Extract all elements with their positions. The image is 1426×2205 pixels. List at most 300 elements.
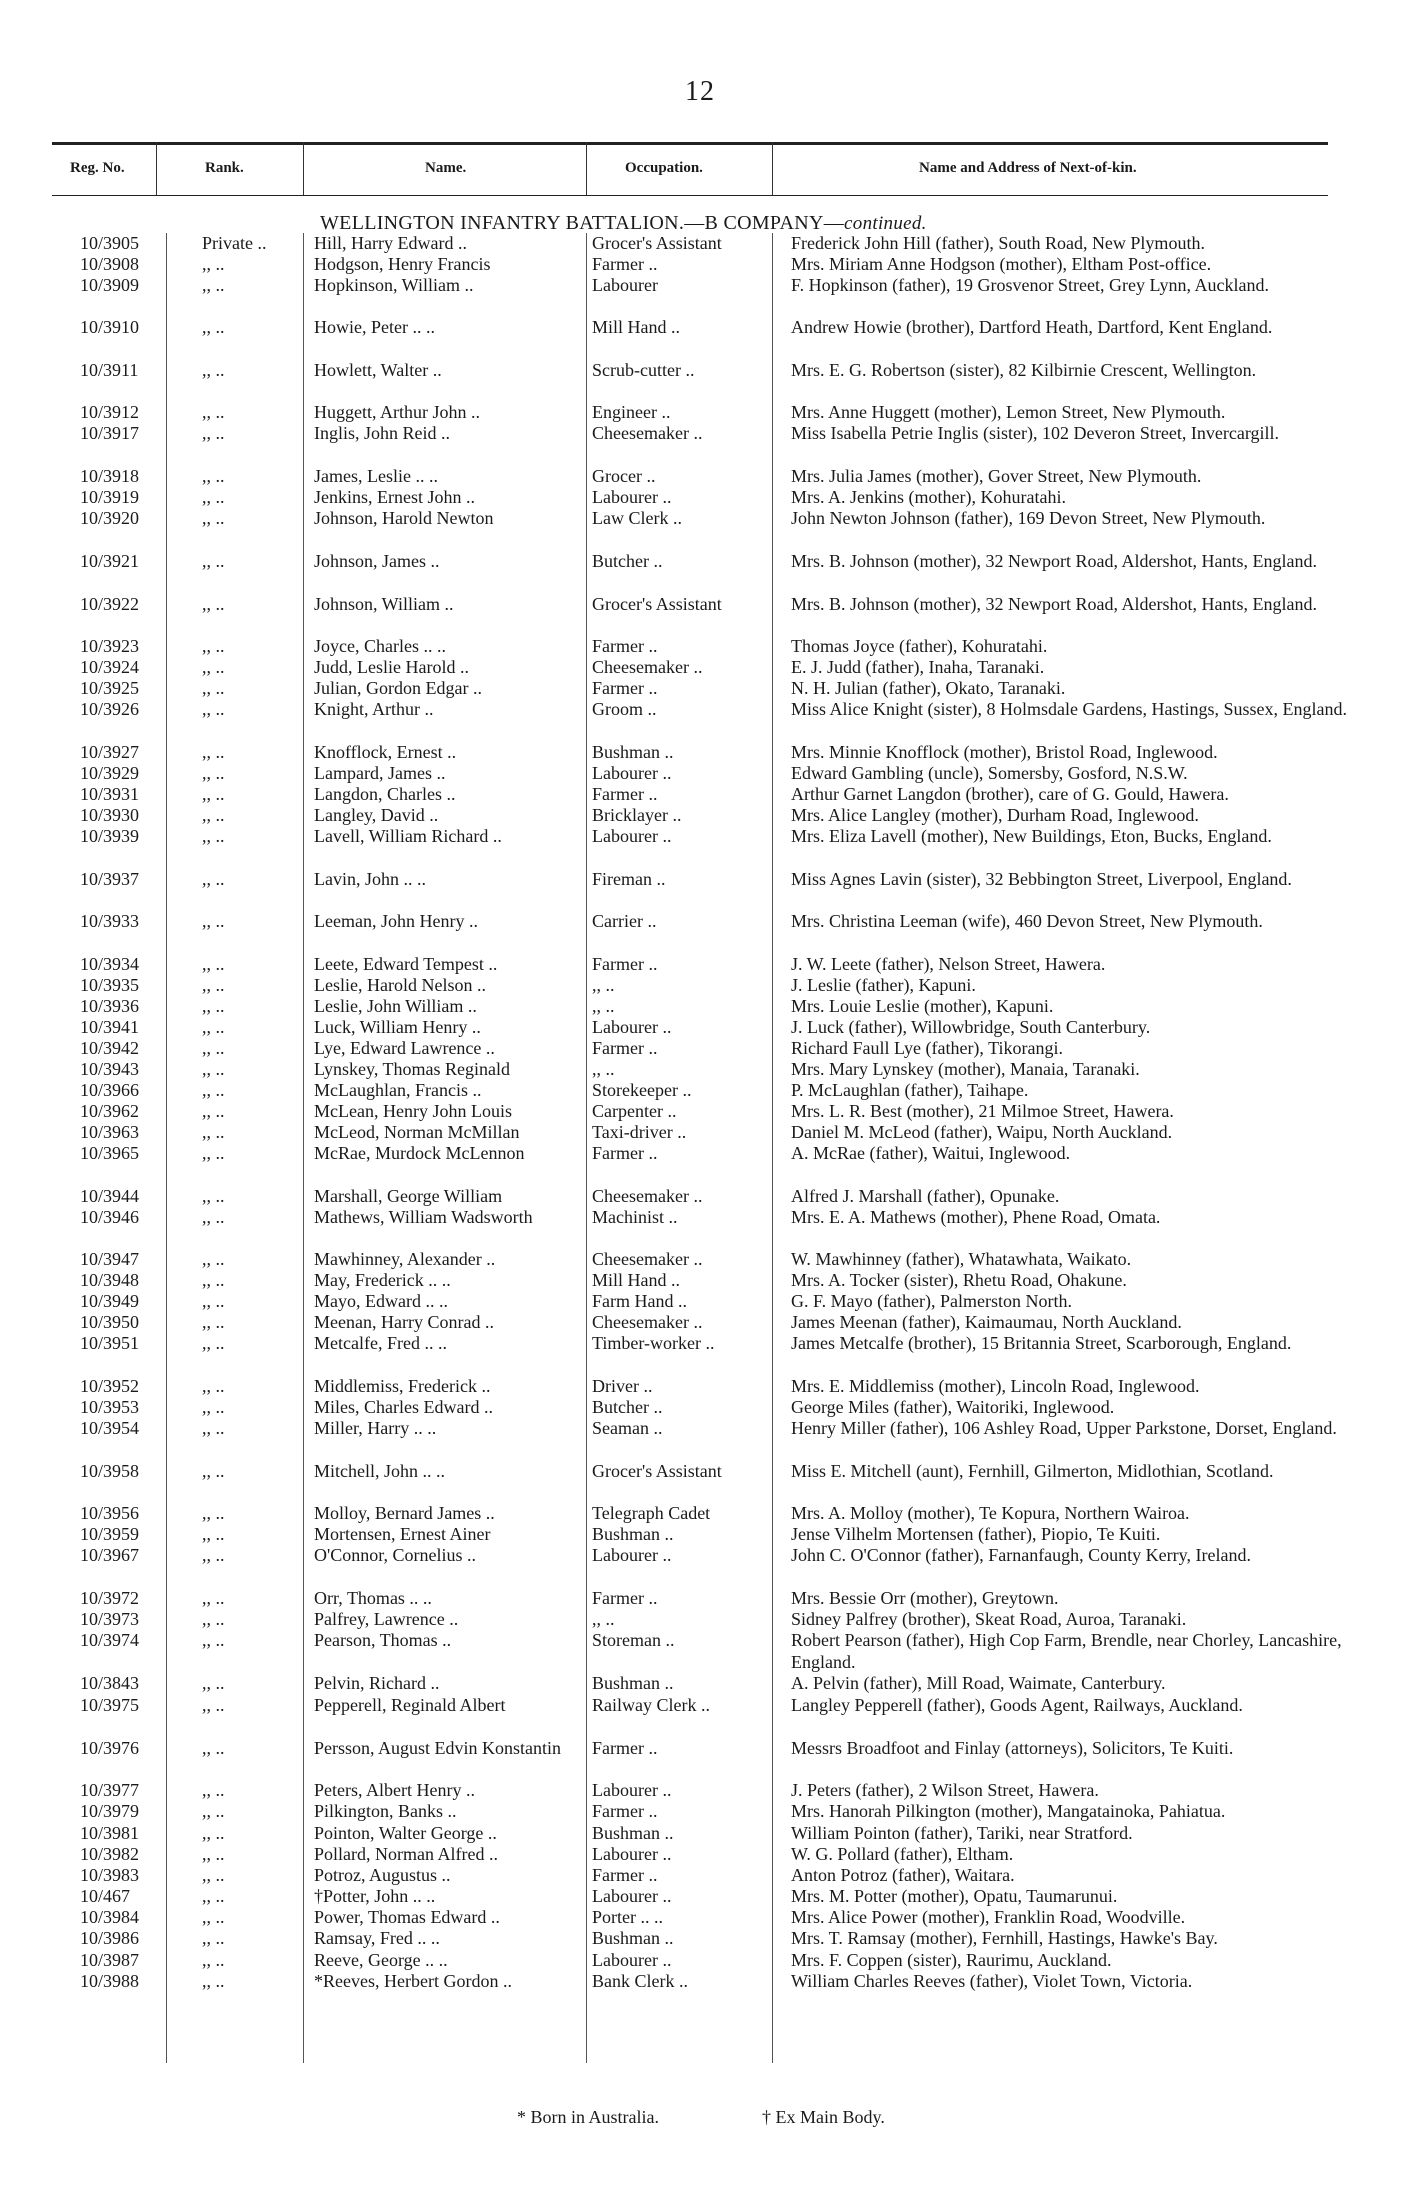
rank-cell: ,, .. <box>202 508 225 528</box>
header-occupation: Occupation. <box>625 160 703 176</box>
occupation-cell: Seaman .. <box>592 1418 663 1438</box>
name-cell: Johnson, James .. <box>314 551 440 571</box>
name-cell: May, Frederick .. .. <box>314 1270 451 1290</box>
next-of-kin-cell: Edward Gambling (uncle), Somersby, Gosford, N.S.W. <box>791 763 1188 783</box>
header-rank: Rank. <box>205 160 244 176</box>
header-name: Name. <box>425 160 467 176</box>
next-of-kin-cell: Miss Isabella Petrie Inglis (sister), 102 Deveron Street, Invercargill. <box>791 423 1280 443</box>
name-cell: Leslie, Harold Nelson .. <box>314 975 486 995</box>
reg-no-cell: 10/3935 <box>80 975 140 995</box>
rank-cell: ,, .. <box>202 1059 225 1079</box>
occupation-cell: Bushman .. <box>592 1524 674 1544</box>
occupation-cell: Farmer .. <box>592 1801 658 1821</box>
reg-no-cell: 10/3946 <box>80 1207 140 1227</box>
name-cell: Meenan, Harry Conrad .. <box>314 1312 494 1332</box>
occupation-cell: Machinist .. <box>592 1207 678 1227</box>
occupation-cell: Farmer .. <box>592 678 658 698</box>
occupation-cell: Cheesemaker .. <box>592 423 703 443</box>
reg-no-cell: 10/3931 <box>80 784 140 804</box>
rank-cell: ,, .. <box>202 1291 225 1311</box>
name-cell: Jenkins, Ernest John .. <box>314 487 475 507</box>
name-cell: James, Leslie .. .. <box>314 466 438 486</box>
reg-no-cell: 10/3943 <box>80 1059 140 1079</box>
occupation-cell: Farmer .. <box>592 254 658 274</box>
reg-no-cell: 10/3950 <box>80 1312 140 1332</box>
next-of-kin-cell: Mrs. E. Middlemiss (mother), Lincoln Road, Inglewood. <box>791 1376 1200 1396</box>
name-cell: Mathews, William Wadsworth <box>314 1207 533 1227</box>
rank-cell: ,, .. <box>202 1186 225 1206</box>
reg-no-cell: 10/3926 <box>80 699 140 719</box>
occupation-cell: Bushman .. <box>592 1823 674 1843</box>
name-cell: Mayo, Edward .. .. <box>314 1291 448 1311</box>
next-of-kin-cell: J. Leslie (father), Kapuni. <box>791 975 976 995</box>
rank-cell: ,, .. <box>202 636 225 656</box>
next-of-kin-cell: Mrs. E. G. Robertson (sister), 82 Kilbirnie Crescent, Wellington. <box>791 360 1257 380</box>
next-of-kin-cell: Richard Faull Lye (father), Tikorangi. <box>791 1038 1063 1058</box>
occupation-cell: Scrub-cutter .. <box>592 360 695 380</box>
rank-cell: ,, .. <box>202 423 225 443</box>
next-of-kin-cell: Sidney Palfrey (brother), Skeat Road, Auroa, Taranaki. <box>791 1609 1187 1629</box>
reg-no-cell: 10/3934 <box>80 954 140 974</box>
reg-no-cell: 10/3987 <box>80 1950 140 1970</box>
reg-no-cell: 10/3982 <box>80 1844 140 1864</box>
reg-no-cell: 10/3944 <box>80 1186 140 1206</box>
rank-cell: ,, .. <box>202 360 225 380</box>
next-of-kin-cell: N. H. Julian (father), Okato, Taranaki. <box>791 678 1066 698</box>
rank-cell: ,, .. <box>202 594 225 614</box>
occupation-cell: Farmer .. <box>592 784 658 804</box>
rank-cell: ,, .. <box>202 1886 225 1906</box>
reg-no-cell: 10/3927 <box>80 742 140 762</box>
next-of-kin-cell: F. Hopkinson (father), 19 Grosvenor Street, Grey Lynn, Auckland. <box>791 275 1269 295</box>
name-cell: Howie, Peter .. .. <box>314 317 435 337</box>
occupation-cell: Labourer .. <box>592 487 672 507</box>
reg-no-cell: 10/3919 <box>80 487 140 507</box>
next-of-kin-cell: William Pointon (father), Tariki, near Stratford. <box>791 1823 1133 1843</box>
next-of-kin-cell: Mrs. Eliza Lavell (mother), New Buildings, Eton, Bucks, England. <box>791 826 1272 846</box>
next-of-kin-cell: Mrs. Louie Leslie (mother), Kapuni. <box>791 996 1054 1016</box>
name-cell: Ramsay, Fred .. .. <box>314 1928 440 1948</box>
name-cell: Molloy, Bernard James .. <box>314 1503 495 1523</box>
name-cell: McLeod, Norman McMillan <box>314 1122 520 1142</box>
reg-no-cell: 10/3909 <box>80 275 140 295</box>
occupation-cell: Butcher .. <box>592 1397 663 1417</box>
name-cell: Hodgson, Henry Francis <box>314 254 491 274</box>
name-cell: O'Connor, Cornelius .. <box>314 1545 477 1565</box>
next-of-kin-cell: Robert Pearson (father), High Cop Farm, Brendle, near Chorley, Lancashire, England. <box>791 1630 1342 1672</box>
rank-cell: ,, .. <box>202 551 225 571</box>
reg-no-cell: 10/3984 <box>80 1907 140 1927</box>
reg-no-cell: 10/3947 <box>80 1249 140 1269</box>
name-cell: Pelvin, Richard .. <box>314 1673 440 1693</box>
occupation-cell: Farmer .. <box>592 1143 658 1163</box>
occupation-cell: Bank Clerk .. <box>592 1971 688 1991</box>
occupation-cell: Butcher .. <box>592 551 663 571</box>
name-cell: Lampard, James .. <box>314 763 446 783</box>
reg-no-cell: 10/3905 <box>80 233 140 253</box>
reg-no-cell: 10/3963 <box>80 1122 140 1142</box>
next-of-kin-cell: Daniel M. McLeod (father), Waipu, North Auckland. <box>791 1122 1173 1142</box>
reg-no-cell: 10/3962 <box>80 1101 140 1121</box>
name-cell: Pilkington, Banks .. <box>314 1801 457 1821</box>
name-cell: McLean, Henry John Louis <box>314 1101 512 1121</box>
rank-cell: ,, .. <box>202 699 225 719</box>
occupation-cell: Storeman .. <box>592 1630 675 1650</box>
name-cell: Hopkinson, William .. <box>314 275 474 295</box>
name-cell: Lavin, John .. .. <box>314 869 426 889</box>
name-cell: Potroz, Augustus .. <box>314 1865 451 1885</box>
rank-cell: ,, .. <box>202 996 225 1016</box>
name-cell: McLaughlan, Francis .. <box>314 1080 482 1100</box>
rank-cell: ,, .. <box>202 1801 225 1821</box>
next-of-kin-cell: J. Peters (father), 2 Wilson Street, Hawera. <box>791 1780 1099 1800</box>
occupation-cell: Bushman .. <box>592 1673 674 1693</box>
reg-no-cell: 10/3933 <box>80 911 140 931</box>
next-of-kin-cell: Mrs. A. Molloy (mother), Te Kopura, Northern Wairoa. <box>791 1503 1190 1523</box>
occupation-cell: Labourer .. <box>592 1017 672 1037</box>
name-cell: Pearson, Thomas .. <box>314 1630 452 1650</box>
name-cell: Mortensen, Ernest Ainer <box>314 1524 491 1544</box>
occupation-cell: Labourer .. <box>592 1780 672 1800</box>
rank-cell: ,, .. <box>202 869 225 889</box>
occupation-cell: Cheesemaker .. <box>592 1312 703 1332</box>
occupation-cell: Farm Hand .. <box>592 1291 687 1311</box>
next-of-kin-cell: Mrs. Hanorah Pilkington (mother), Mangatainoka, Pahiatua. <box>791 1801 1226 1821</box>
header-divider <box>772 142 773 196</box>
reg-no-cell: 10/3908 <box>80 254 140 274</box>
next-of-kin-cell: Arthur Garnet Langdon (brother), care of G. Gould, Hawera. <box>791 784 1229 804</box>
occupation-cell: Groom .. <box>592 699 657 719</box>
occupation-cell: Carrier .. <box>592 911 657 931</box>
reg-no-cell: 10/3973 <box>80 1609 140 1629</box>
reg-no-cell: 10/3922 <box>80 594 140 614</box>
header-divider <box>156 142 157 196</box>
name-cell: Mitchell, John .. .. <box>314 1461 445 1481</box>
reg-no-cell: 10/3954 <box>80 1418 140 1438</box>
occupation-cell: Farmer .. <box>592 1738 658 1758</box>
name-cell: Johnson, Harold Newton <box>314 508 494 528</box>
occupation-cell: Bushman .. <box>592 1928 674 1948</box>
next-of-kin-cell: Mrs. B. Johnson (mother), 32 Newport Road, Aldershot, Hants, England. <box>791 551 1317 571</box>
footnote-ex-main-body: † Ex Main Body. <box>762 2107 885 2127</box>
rank-cell: ,, .. <box>202 1844 225 1864</box>
header-top-rule <box>52 142 1328 145</box>
occupation-cell: Mill Hand .. <box>592 317 680 337</box>
next-of-kin-cell: Mrs. Julia James (mother), Gover Street, New Plymouth. <box>791 466 1202 486</box>
name-cell: McRae, Murdock McLennon <box>314 1143 525 1163</box>
reg-no-cell: 10/3979 <box>80 1801 140 1821</box>
occupation-cell: Porter .. .. <box>592 1907 663 1927</box>
next-of-kin-cell: William Charles Reeves (father), Violet Town, Victoria. <box>791 1971 1193 1991</box>
reg-no-cell: 10/3936 <box>80 996 140 1016</box>
rank-cell: ,, .. <box>202 1101 225 1121</box>
footnote-born-australia: * Born in Australia. <box>517 2107 659 2127</box>
rank-cell: ,, .. <box>202 1695 225 1715</box>
reg-no-cell: 10/3974 <box>80 1630 140 1650</box>
name-cell: Johnson, William .. <box>314 594 454 614</box>
next-of-kin-cell: Mrs. Minnie Knofflock (mother), Bristol Road, Inglewood. <box>791 742 1218 762</box>
rank-cell: ,, .. <box>202 1630 225 1650</box>
section-title-main: WELLINGTON INFANTRY BATTALION.—B COMPANY— <box>320 212 845 234</box>
rank-cell: ,, .. <box>202 1376 225 1396</box>
name-cell: Miller, Harry .. .. <box>314 1418 437 1438</box>
reg-no-cell: 10/3976 <box>80 1738 140 1758</box>
header-divider <box>586 142 587 196</box>
reg-no-cell: 10/3958 <box>80 1461 140 1481</box>
reg-no-cell: 10/3953 <box>80 1397 140 1417</box>
next-of-kin-cell: Thomas Joyce (father), Kohuratahi. <box>791 636 1048 656</box>
occupation-cell: Labourer .. <box>592 1886 672 1906</box>
name-cell: Inglis, John Reid .. <box>314 423 451 443</box>
rank-cell: ,, .. <box>202 1207 225 1227</box>
section-title-continued: continued. <box>844 213 927 234</box>
rank-cell: ,, .. <box>202 1017 225 1037</box>
name-cell: Miles, Charles Edward .. <box>314 1397 493 1417</box>
rank-cell: ,, .. <box>202 1673 225 1693</box>
next-of-kin-cell: Mrs. Mary Lynskey (mother), Manaia, Taranaki. <box>791 1059 1140 1079</box>
occupation-cell: Farmer .. <box>592 1038 658 1058</box>
next-of-kin-cell: Mrs. M. Potter (mother), Opatu, Taumarunui. <box>791 1886 1118 1906</box>
occupation-cell: Telegraph Cadet <box>592 1503 711 1523</box>
occupation-cell: ,, .. <box>592 996 615 1016</box>
next-of-kin-cell: John Newton Johnson (father), 169 Devon Street, New Plymouth. <box>791 508 1266 528</box>
occupation-cell: ,, .. <box>592 1059 615 1079</box>
rank-cell: ,, .. <box>202 1971 225 1991</box>
rank-cell: ,, .. <box>202 1270 225 1290</box>
next-of-kin-cell: Mrs. F. Coppen (sister), Raurimu, Auckland. <box>791 1950 1112 1970</box>
reg-no-cell: 10/3912 <box>80 402 140 422</box>
name-cell: Lye, Edward Lawrence .. <box>314 1038 495 1058</box>
rank-cell: ,, .. <box>202 317 225 337</box>
rank-cell: ,, .. <box>202 742 225 762</box>
next-of-kin-cell: Andrew Howie (brother), Dartford Heath, Dartford, Kent England. <box>791 317 1273 337</box>
section-title <box>320 212 927 235</box>
name-cell: Howlett, Walter .. <box>314 360 442 380</box>
next-of-kin-cell: Miss Agnes Lavin (sister), 32 Bebbington Street, Liverpool, England. <box>791 869 1292 889</box>
occupation-cell: Railway Clerk .. <box>592 1695 710 1715</box>
reg-no-cell: 10/3951 <box>80 1333 140 1353</box>
rank-cell: ,, .. <box>202 466 225 486</box>
occupation-cell: Labourer .. <box>592 826 672 846</box>
reg-no-cell: 10/3956 <box>80 1503 140 1523</box>
rank-cell: ,, .. <box>202 1418 225 1438</box>
name-cell: Langley, David .. <box>314 805 439 825</box>
next-of-kin-cell: A. Pelvin (father), Mill Road, Waimate, Canterbury. <box>791 1673 1166 1693</box>
name-cell: Leslie, John William .. <box>314 996 477 1016</box>
next-of-kin-cell: Mrs. E. A. Mathews (mother), Phene Road, Omata. <box>791 1207 1161 1227</box>
rank-cell: ,, .. <box>202 1524 225 1544</box>
next-of-kin-cell: George Miles (father), Waitoriki, Inglewood. <box>791 1397 1115 1417</box>
rank-cell: ,, .. <box>202 1950 225 1970</box>
header-next-of-kin: Name and Address of Next-of-kin. <box>919 160 1137 176</box>
reg-no-cell: 10/3975 <box>80 1695 140 1715</box>
reg-no-cell: 10/3967 <box>80 1545 140 1565</box>
rank-cell: ,, .. <box>202 1609 225 1629</box>
reg-no-cell: 10/3965 <box>80 1143 140 1163</box>
occupation-cell: Grocer .. <box>592 466 656 486</box>
rank-cell: ,, .. <box>202 1397 225 1417</box>
reg-no-cell: 10/3942 <box>80 1038 140 1058</box>
rank-cell: ,, .. <box>202 784 225 804</box>
next-of-kin-cell: J. W. Leete (father), Nelson Street, Hawera. <box>791 954 1106 974</box>
occupation-cell: Farmer .. <box>592 636 658 656</box>
name-cell: Persson, August Edvin Konstantin <box>314 1738 562 1758</box>
next-of-kin-cell: Mrs. T. Ramsay (mother), Fernhill, Hastings, Hawke's Bay. <box>791 1928 1218 1948</box>
rank-cell: ,, .. <box>202 1122 225 1142</box>
name-cell: Lavell, William Richard .. <box>314 826 502 846</box>
reg-no-cell: 10/3930 <box>80 805 140 825</box>
next-of-kin-cell: Frederick John Hill (father), South Road, New Plymouth. <box>791 233 1205 253</box>
rank-cell: ,, .. <box>202 1738 225 1758</box>
reg-no-cell: 10/3983 <box>80 1865 140 1885</box>
reg-no-cell: 10/3988 <box>80 1971 140 1991</box>
next-of-kin-cell: Miss Alice Knight (sister), 8 Holmsdale Gardens, Hastings, Sussex, England. <box>791 699 1347 719</box>
rank-cell: ,, .. <box>202 763 225 783</box>
reg-no-cell: 10/3910 <box>80 317 140 337</box>
next-of-kin-cell: Mrs. L. R. Best (mother), 21 Milmoe Street, Hawera. <box>791 1101 1174 1121</box>
reg-no-cell: 10/3986 <box>80 1928 140 1948</box>
rank-cell: ,, .. <box>202 254 225 274</box>
rank-cell: ,, .. <box>202 402 225 422</box>
reg-no-cell: 10/3911 <box>80 360 139 380</box>
reg-no-cell: 10/3921 <box>80 551 140 571</box>
rank-cell: ,, .. <box>202 826 225 846</box>
rank-cell: ,, .. <box>202 487 225 507</box>
reg-no-cell: 10/3918 <box>80 466 140 486</box>
rank-cell: ,, .. <box>202 1865 225 1885</box>
occupation-cell: Bricklayer .. <box>592 805 682 825</box>
name-cell: Peters, Albert Henry .. <box>314 1780 475 1800</box>
reg-no-cell: 10/3929 <box>80 763 140 783</box>
rank-cell: ,, .. <box>202 1249 225 1269</box>
header-reg-no: Reg. No. <box>70 160 125 176</box>
table-header <box>52 142 1328 196</box>
rank-cell: ,, .. <box>202 911 225 931</box>
occupation-cell: Bushman .. <box>592 742 674 762</box>
reg-no-cell: 10/3843 <box>80 1673 140 1693</box>
rank-cell: ,, .. <box>202 1312 225 1332</box>
occupation-cell: Farmer .. <box>592 1865 658 1885</box>
rank-cell: ,, .. <box>202 1461 225 1481</box>
name-cell: Middlemiss, Frederick .. <box>314 1376 491 1396</box>
rank-cell: ,, .. <box>202 275 225 295</box>
occupation-cell: Labourer .. <box>592 1844 672 1864</box>
name-cell: Marshall, George William <box>314 1186 503 1206</box>
next-of-kin-cell: James Meenan (father), Kaimaumau, North Auckland. <box>791 1312 1182 1332</box>
name-cell: Langdon, Charles .. <box>314 784 456 804</box>
next-of-kin-cell: A. McRae (father), Waitui, Inglewood. <box>791 1143 1071 1163</box>
next-of-kin-cell: Mrs. Anne Huggett (mother), Lemon Street, New Plymouth. <box>791 402 1226 422</box>
rank-cell: ,, .. <box>202 954 225 974</box>
page-number: 12 <box>685 76 715 107</box>
occupation-cell: Labourer .. <box>592 1545 672 1565</box>
name-cell: Huggett, Arthur John .. <box>314 402 480 422</box>
occupation-cell: Driver .. <box>592 1376 653 1396</box>
occupation-cell: ,, .. <box>592 1609 615 1629</box>
name-cell: *Reeves, Herbert Gordon .. <box>314 1971 512 1991</box>
occupation-cell: Labourer .. <box>592 763 672 783</box>
rank-cell: ,, .. <box>202 1588 225 1608</box>
name-cell: Joyce, Charles .. .. <box>314 636 446 656</box>
next-of-kin-cell: Mrs. Miriam Anne Hodgson (mother), Eltham Post-office. <box>791 254 1212 274</box>
occupation-cell: Grocer's Assistant <box>592 1461 722 1481</box>
reg-no-cell: 10/3959 <box>80 1524 140 1544</box>
next-of-kin-cell: Mrs. A. Jenkins (mother), Kohuratahi. <box>791 487 1066 507</box>
rank-cell: ,, .. <box>202 975 225 995</box>
reg-no-cell: 10/3924 <box>80 657 140 677</box>
next-of-kin-cell: John C. O'Connor (father), Farnanfaugh, County Kerry, Ireland. <box>791 1545 1251 1565</box>
reg-no-cell: 10/3937 <box>80 869 140 889</box>
header-bottom-rule <box>52 195 1328 196</box>
occupation-cell: Cheesemaker .. <box>592 657 703 677</box>
name-cell: Power, Thomas Edward .. <box>314 1907 500 1927</box>
rank-cell: ,, .. <box>202 1143 225 1163</box>
rank-cell: ,, .. <box>202 805 225 825</box>
rank-cell: ,, .. <box>202 1080 225 1100</box>
reg-no-cell: 10/3948 <box>80 1270 140 1290</box>
name-cell: Luck, William Henry .. <box>314 1017 481 1037</box>
next-of-kin-cell: W. G. Pollard (father), Eltham. <box>791 1844 1014 1864</box>
reg-no-cell: 10/3920 <box>80 508 140 528</box>
name-cell: †Potter, John .. .. <box>314 1886 436 1906</box>
rank-cell: ,, .. <box>202 1928 225 1948</box>
next-of-kin-cell: Mrs. Alice Langley (mother), Durham Road, Inglewood. <box>791 805 1199 825</box>
name-cell: Orr, Thomas .. .. <box>314 1588 432 1608</box>
reg-no-cell: 10/3917 <box>80 423 140 443</box>
reg-no-cell: 10/3981 <box>80 1823 140 1843</box>
occupation-cell: Timber-worker .. <box>592 1333 715 1353</box>
name-cell: Knofflock, Ernest .. <box>314 742 457 762</box>
occupation-cell: Engineer .. <box>592 402 671 422</box>
occupation-cell: Labourer <box>592 275 658 295</box>
name-cell: Lynskey, Thomas Reginald <box>314 1059 510 1079</box>
next-of-kin-cell: P. McLaughlan (father), Taihape. <box>791 1080 1029 1100</box>
next-of-kin-cell: Messrs Broadfoot and Finlay (attorneys), Solicitors, Te Kuiti. <box>791 1738 1234 1758</box>
reg-no-cell: 10/3949 <box>80 1291 140 1311</box>
reg-no-cell: 10/3972 <box>80 1588 140 1608</box>
name-cell: Julian, Gordon Edgar .. <box>314 678 482 698</box>
reg-no-cell: 10/3977 <box>80 1780 140 1800</box>
name-cell: Metcalfe, Fred .. .. <box>314 1333 447 1353</box>
name-cell: Pointon, Walter George .. <box>314 1823 497 1843</box>
occupation-cell: Grocer's Assistant <box>592 233 722 253</box>
occupation-cell: ,, .. <box>592 975 615 995</box>
name-cell: Pollard, Norman Alfred .. <box>314 1844 498 1864</box>
occupation-cell: Cheesemaker .. <box>592 1249 703 1269</box>
next-of-kin-cell: Mrs. Alice Power (mother), Franklin Road, Woodville. <box>791 1907 1186 1927</box>
name-cell: Palfrey, Lawrence .. <box>314 1609 459 1629</box>
reg-no-cell: 10/467 <box>80 1886 131 1906</box>
rank-cell: ,, .. <box>202 657 225 677</box>
next-of-kin-cell: Alfred J. Marshall (father), Opunake. <box>791 1186 1060 1206</box>
next-of-kin-cell: James Metcalfe (brother), 15 Britannia Street, Scarborough, England. <box>791 1333 1292 1353</box>
reg-no-cell: 10/3966 <box>80 1080 140 1100</box>
next-of-kin-cell: Henry Miller (father), 106 Ashley Road, Upper Parkstone, Dorset, England. <box>791 1418 1337 1438</box>
occupation-cell: Grocer's Assistant <box>592 594 722 614</box>
next-of-kin-cell: Langley Pepperell (father), Goods Agent, Railways, Auckland. <box>791 1695 1243 1715</box>
rank-cell: Private .. <box>202 233 267 253</box>
name-cell: Leete, Edward Tempest .. <box>314 954 498 974</box>
reg-no-cell: 10/3952 <box>80 1376 140 1396</box>
rank-cell: ,, .. <box>202 1545 225 1565</box>
occupation-cell: Fireman .. <box>592 869 666 889</box>
next-of-kin-cell: W. Mawhinney (father), Whatawhata, Waikato. <box>791 1249 1132 1269</box>
occupation-cell: Taxi-driver .. <box>592 1122 687 1142</box>
rank-cell: ,, .. <box>202 1780 225 1800</box>
reg-no-cell: 10/3925 <box>80 678 140 698</box>
occupation-cell: Law Clerk .. <box>592 508 682 528</box>
next-of-kin-cell: Mrs. A. Tocker (sister), Rhetu Road, Ohakune. <box>791 1270 1127 1290</box>
